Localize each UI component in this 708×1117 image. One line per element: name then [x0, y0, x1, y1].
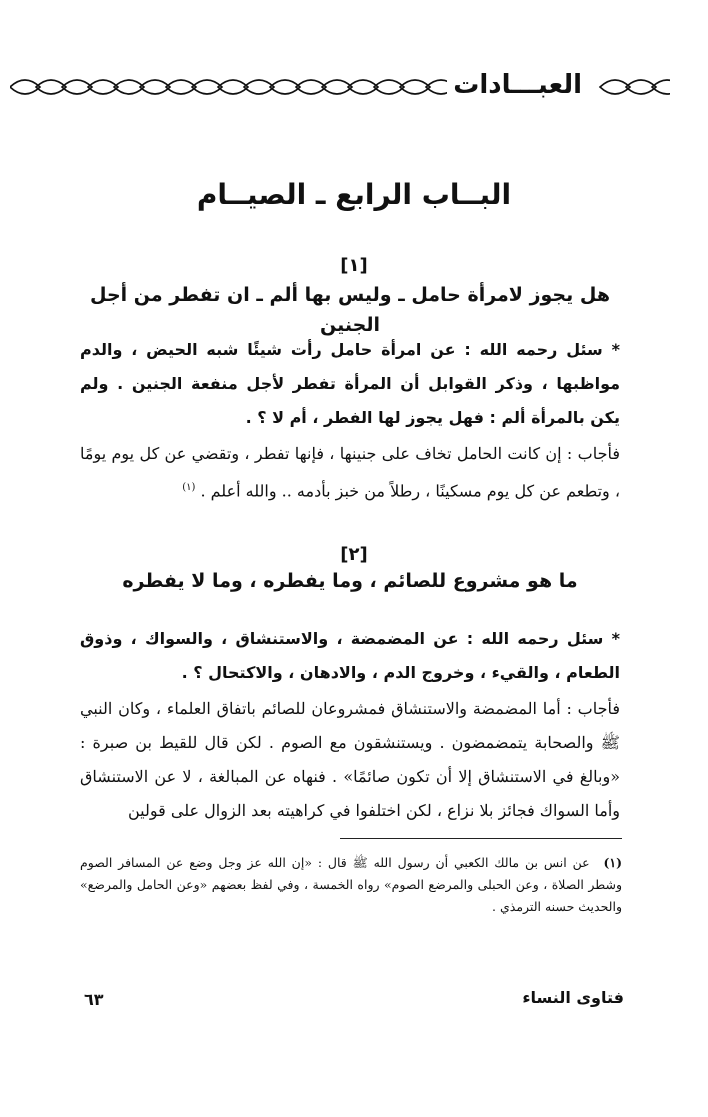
question-heading: ما هو مشروع للصائم ، وما يفطره ، وما لا يفطره: [122, 570, 578, 592]
book-name: فتاوى النساء: [522, 988, 624, 1007]
page-number: ٦٣: [84, 990, 104, 1009]
running-header: [10, 70, 670, 104]
answer-text: فأجاب : أما المضمضة والاستنشاق فمشروعان للصائم باتفاق العلماء ، وكان النبي ﷺ والصحابة يتمضمضون . ويستنشقون مع الصوم . لكن قال للقيط بن صبرة : «وبالغ في الاستنشاق إلا أن تكون صائمًا» . فنهاه عن المبالغة ، لا عن الاستنشاق وأما السواك فجائز بلا نزاع ، لكن اختلفوا في كراهيته بعد الزوال على قولين: [80, 699, 621, 820]
footnote-marker: (١): [603, 855, 622, 870]
question-number: [١]: [340, 255, 368, 276]
question-text: * سئل رحمه الله : عن المضمضة ، والاستنشاق ، والسواك ، وذوق الطعام ، والقيء ، وخروج الدم ، والادهان ، والاكتحال ؟ .: [80, 629, 620, 682]
footnote-text: عن انس بن مالك الكعبي أن رسول الله ﷺ قال : «إن الله عز وجل وضع عن المسافر الصوم وشطر الصلاة ، وعن الحبلى والمرضع الصوم» رواه الخمسة ، وفي لفظ بعضهم «وعن الحامل والمرضع» والحديث حسنه الترمذي .: [80, 855, 622, 914]
footnote-divider: [340, 838, 622, 839]
answer-body: فأجاب : إن كانت الحامل تخاف على جنينها ، فإنها تفطر ، وتقضي عن كل يوم يومًا ، وتطعم عن كل يوم مسكينًا ، رطلاً من خبز بأدمه .. والله أعلم .: [80, 444, 620, 501]
section-header-title: العبـــادات: [447, 70, 588, 100]
chapter-title: البــاب الرابع ـ الصيــام: [196, 178, 512, 211]
question-number: [٢]: [340, 544, 368, 565]
question-heading: هل يجوز لامرأة حامل ـ وليس بها ألم ـ ان تفطر من أجل الجنين: [90, 284, 610, 336]
question-text: * سئل رحمه الله : عن امرأة حامل رأت شيئًا شبه الحيض ، والدم مواظبها ، وذكر القوابل أن المرأة تفطر لأجل منفعة الجنين . ولم يكن بالمرأة ألم : فهل يجوز لها الفطر ، أم لا ؟ .: [80, 340, 620, 427]
footnote: [80, 852, 622, 918]
answer-text: [80, 437, 620, 508]
footnote-reference: (١): [182, 482, 196, 493]
